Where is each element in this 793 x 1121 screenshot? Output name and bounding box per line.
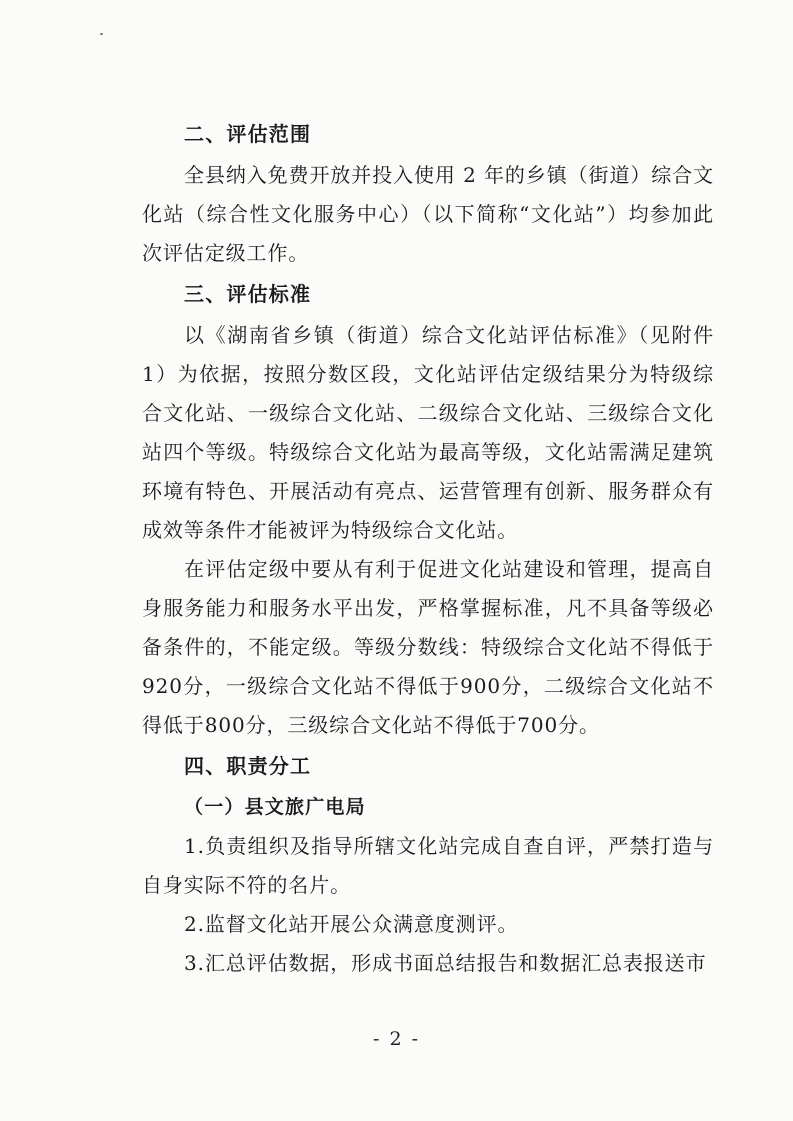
paragraph-scope: 全县纳入免费开放并投入使用 2 年的乡镇（街道）综合文化站（综合性文化服务中心）（以下简称“文化站”）均参加此次评估定级工作。: [142, 163, 714, 265]
section-heading-scope: 二、评估范围: [184, 122, 312, 146]
section-heading-duties: 四、职责分工: [184, 754, 312, 778]
list-item-3: 3.汇总评估数据，形成书面总结报告和数据汇总表报送市: [184, 951, 707, 975]
page-number: - 2 -: [372, 1028, 420, 1050]
list-item-1: 1.负责组织及指导所辖文化站完成自查自评，严禁打造与自身实际不符的名片。: [142, 834, 714, 897]
list-item-2: 2.监督文化站开展公众满意度测评。: [184, 912, 519, 936]
section-heading-standard: 三、评估标准: [184, 282, 312, 306]
paragraph-standard-1: 以《湖南省乡镇（街道）综合文化站评估标准》（见附件1）为依据，按照分数区段，文化站评估定级结果分为特级综合文化站、一级综合文化站、二级综合文化站、三级综合文化站四个等级。特级综合文化站为最高等级，文化站需满足建筑环境有特色、开展活动有亮点、运营管理有创新、服务群众有成效等条件才能被评为特级综合文化站。: [142, 323, 714, 542]
scan-speck: [100, 33, 103, 35]
paragraph-standard-2: 在评估定级中要从有利于促进文化站建设和管理，提高自身服务能力和服务水平出发，严格掌握标准，凡不具备等级必备条件的，不能定级。等级分数线：特级综合文化站不得低于920分，一级综合文化站不得低于900分，二级综合文化站不得低于800分，三级综合文化站不得低于700分。: [142, 557, 714, 737]
document-body: [142, 113, 714, 983]
subsection-heading-bureau: （一）县文旅广电局: [184, 796, 366, 818]
